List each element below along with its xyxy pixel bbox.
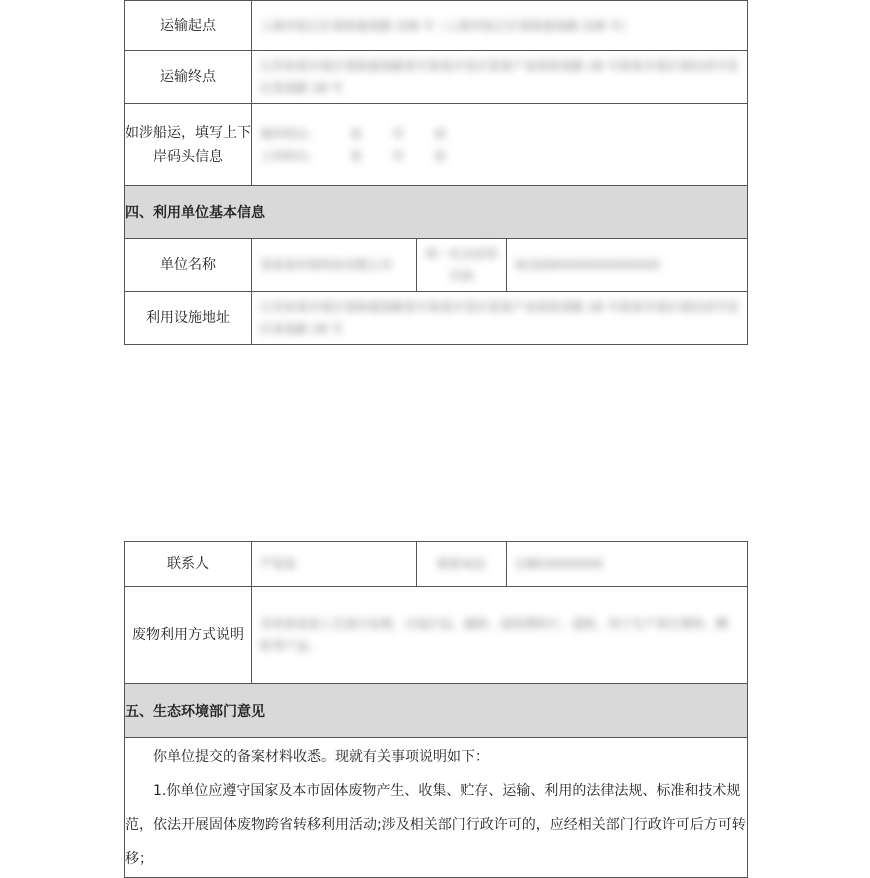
section-4-title: 四、利用单位基本信息 bbox=[125, 186, 748, 239]
shipping-text bbox=[252, 119, 747, 171]
phone-label-cell bbox=[417, 542, 507, 587]
unit-name-text: 某某某环保科技有限公司 bbox=[260, 258, 393, 272]
shipping-county: 县 bbox=[434, 148, 447, 163]
phone-value bbox=[507, 542, 748, 587]
contact-label: 联系人 bbox=[125, 542, 252, 587]
shipping-dock-in: 上岸码头： bbox=[260, 148, 321, 163]
shipping-dock-out: 离岸码头： bbox=[260, 126, 321, 141]
contact-text: 严某某 bbox=[260, 557, 297, 571]
form-table-upper bbox=[124, 0, 747, 336]
transport-start-value bbox=[252, 1, 748, 51]
credit-code-text: 91320XXXXXXXXXXXXX bbox=[515, 258, 661, 272]
phone-text: 1381XXXXXXX bbox=[515, 557, 604, 571]
method-value bbox=[252, 587, 748, 684]
transport-start-label: 运输起点 bbox=[125, 1, 252, 51]
unit-name-label: 单位名称 bbox=[125, 239, 252, 292]
contact-and-opinion-table bbox=[124, 541, 748, 878]
shipping-province: 省 bbox=[350, 126, 363, 141]
shipping-city: 市 bbox=[392, 126, 405, 141]
transport-end-value bbox=[252, 51, 748, 104]
facility-address-value bbox=[252, 292, 748, 345]
section-5-title: 五、生态环境部门意见 bbox=[125, 684, 748, 738]
form-table-lower bbox=[124, 541, 747, 870]
phone-label: 联系电话 bbox=[437, 557, 486, 571]
shipping-province: 省 bbox=[350, 148, 363, 163]
unit-name-value bbox=[252, 239, 417, 292]
facility-address-label: 利用设施地址 bbox=[125, 292, 252, 345]
shipping-county: 县 bbox=[434, 126, 447, 141]
transport-end-text: 江苏省某市某区某街道某路某号某某开发区某某产业园某某路 18 号某某市某区某经济开发区某某路 18 号 bbox=[260, 59, 739, 95]
opinion-paragraph: 1.你单位应遵守国家及本市固体废物产生、收集、贮存、运输、利用的法律法规、标准和技术规范，依法开展固体废物跨省转移利用活动;涉及相关部门行政许可的，应经相关部门行政许可后方可转移； bbox=[125, 782, 746, 867]
transport-and-unit-table bbox=[124, 0, 748, 345]
credit-code-label-cell bbox=[417, 239, 507, 292]
facility-address-text: 江苏省某市某区某街道某路某号某某开发区某某产业园某某路 18 号某某市某区某经济开发区某某路 18 号 bbox=[260, 300, 739, 336]
transport-end-label: 运输终点 bbox=[125, 51, 252, 104]
shipping-city: 市 bbox=[392, 148, 405, 163]
credit-code-label: 统一社会信用代码 bbox=[425, 247, 498, 283]
opinion-body bbox=[125, 738, 748, 878]
shipping-value bbox=[252, 104, 748, 186]
opinion-paragraph: 你单位提交的备案材料收悉。现就有关事项说明如下： bbox=[153, 748, 489, 765]
contact-value bbox=[252, 542, 417, 587]
method-label: 废物利用方式说明 bbox=[125, 587, 252, 684]
credit-code-value bbox=[507, 239, 748, 292]
shipping-line bbox=[260, 123, 739, 145]
shipping-label: 如涉船运，填写上下岸码头信息 bbox=[125, 104, 252, 186]
transport-start-text: 上海市松江区某街道某路 228 号（上海市松江区某街道某路 228 号） bbox=[260, 18, 634, 33]
method-text: 采用某某某工艺进行处理，分选打包、破碎、清洗塑料片、造粒，用于生产再生塑料、颗粒等产品。 bbox=[260, 617, 729, 653]
shipping-line bbox=[260, 145, 739, 167]
